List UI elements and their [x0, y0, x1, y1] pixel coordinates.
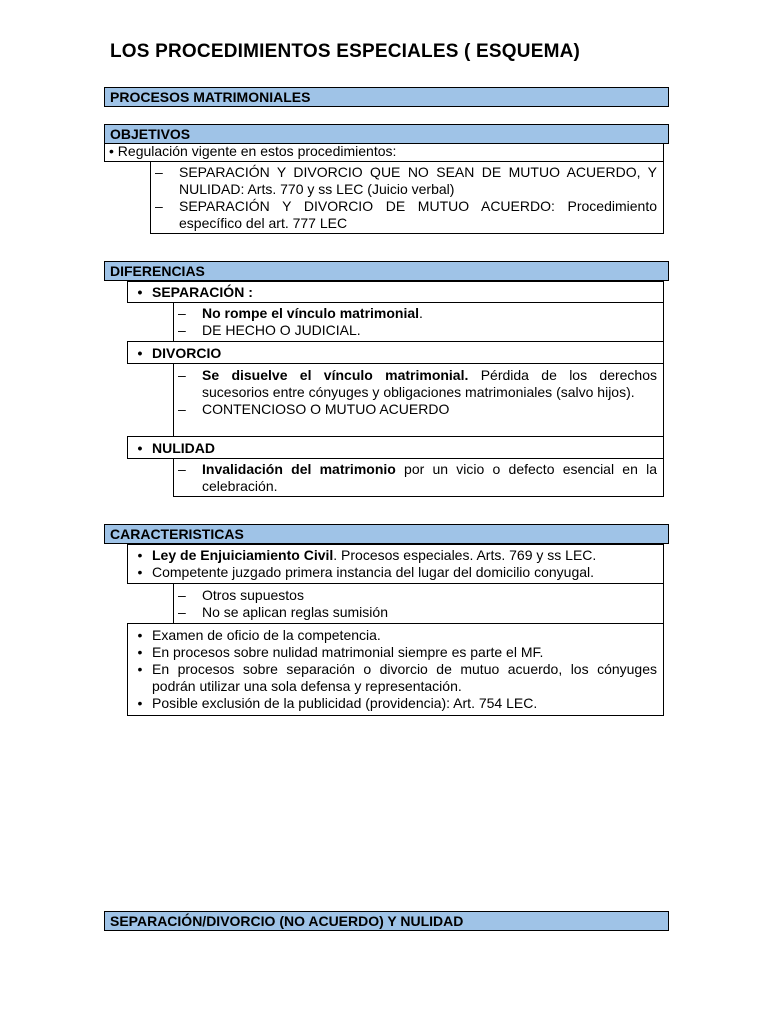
nulidad-details — [173, 458, 664, 497]
list-item — [128, 564, 663, 581]
divorcio-details — [173, 363, 664, 437]
divorcio-item-1-rest: Pérdida de los derechos sucesorios entre cónyuges y obligaciones matrimoniales (salvo hijos). — [202, 367, 658, 400]
divorcio-row — [127, 341, 664, 364]
bullet-marker: • — [137, 344, 143, 361]
objetivos-intro: • Regulación vigente en estos procedimientos: — [104, 143, 664, 162]
list-item — [128, 547, 663, 564]
caracteristicas-sub-2: No se aplican reglas sumisión — [202, 604, 388, 620]
separacion-row — [127, 281, 664, 303]
dash-marker: – — [178, 367, 186, 383]
divorcio-item-2: CONTENCIOSO O MUTUO ACUERDO — [202, 401, 450, 417]
caracteristicas-b6: Posible exclusión de la publicidad (providencia): Art. 754 LEC. — [152, 695, 538, 711]
caracteristicas-list-1 — [127, 544, 664, 584]
section-header-diferencias: DIFERENCIAS — [104, 261, 669, 281]
objetivos-list — [150, 161, 664, 234]
bullet-marker: • — [137, 695, 143, 711]
nulidad-row — [127, 436, 664, 459]
dash-marker: – — [155, 198, 163, 214]
list-item — [174, 367, 663, 401]
bullet-marker: • — [137, 644, 143, 660]
separacion-label: SEPARACIÓN : — [152, 283, 253, 300]
objetivos-item-2: SEPARACIÓN Y DIVORCIO DE MUTUO ACUERDO: Procedimiento específico del art. 777 LEC — [179, 198, 657, 231]
bullet-marker: • — [137, 439, 143, 456]
list-item — [128, 627, 663, 644]
list-item — [174, 305, 663, 322]
caracteristicas-sublist — [173, 583, 664, 624]
separacion-item-2: DE HECHO O JUDICIAL. — [202, 322, 361, 338]
dash-marker: – — [178, 305, 186, 321]
nulidad-label: NULIDAD — [152, 439, 215, 456]
bullet-marker: • — [137, 661, 143, 677]
caracteristicas-sub-1: Otros supuestos — [202, 587, 304, 603]
dash-marker: – — [178, 322, 186, 338]
caracteristicas-b2: Competente juzgado primera instancia del lugar del domicilio conyugal. — [152, 564, 595, 580]
divorcio-item-1-bold: Se disuelve el vínculo matrimonial. — [202, 367, 469, 383]
section-header-caracteristicas: CARACTERISTICAS — [104, 524, 669, 544]
caracteristicas-b3: Examen de oficio de la competencia. — [152, 627, 381, 643]
bullet-marker: • — [137, 547, 143, 563]
caracteristicas-b5: En procesos sobre separación o divorcio de mutuo acuerdo, los cónyuges podrán utilizar una sola defensa y representación. — [152, 661, 657, 694]
bullet-marker: • — [137, 627, 143, 643]
list-item — [128, 644, 663, 661]
section-header-procesos: PROCESOS MATRIMONIALES — [104, 87, 669, 107]
list-item — [128, 695, 663, 712]
list-item — [174, 322, 663, 339]
list-item — [174, 604, 663, 621]
dash-marker: – — [178, 587, 186, 603]
list-item — [128, 661, 663, 695]
list-item — [151, 198, 663, 232]
section-header-separacion-divorcio-nulidad: SEPARACIÓN/DIVORCIO (NO ACUERDO) Y NULIDAD — [104, 911, 669, 931]
page-title: LOS PROCEDIMIENTOS ESPECIALES ( ESQUEMA) — [110, 41, 581, 62]
caracteristicas-b1-rest: . Procesos especiales. Arts. 769 y ss LEC. — [333, 547, 597, 563]
separacion-item-1-bold: No rompe el vínculo matrimonial — [202, 305, 420, 321]
caracteristicas-b4: En procesos sobre nulidad matrimonial siempre es parte el MF. — [152, 644, 544, 660]
caracteristicas-list-2 — [127, 623, 664, 716]
list-item — [174, 461, 663, 495]
caracteristicas-b1-bold: Ley de Enjuiciamiento Civil — [152, 547, 334, 563]
separacion-item-1-rest: . — [419, 305, 423, 321]
section-header-objetivos: OBJETIVOS — [104, 124, 669, 144]
bullet-marker: • — [137, 283, 143, 300]
list-item — [174, 401, 663, 418]
dash-marker: – — [155, 164, 163, 180]
nulidad-item-1-rest: por un vicio o defecto esencial en la celebración. — [202, 461, 657, 494]
dash-marker: – — [178, 604, 186, 620]
list-item — [174, 587, 663, 604]
dash-marker: – — [178, 461, 186, 477]
dash-marker: – — [178, 401, 186, 417]
nulidad-item-1-bold: Invalidación del matrimonio — [202, 461, 396, 477]
list-item — [151, 164, 663, 198]
separacion-details — [173, 302, 664, 342]
bullet-marker: • — [137, 564, 143, 580]
divorcio-label: DIVORCIO — [152, 344, 222, 361]
objetivos-item-1: SEPARACIÓN Y DIVORCIO QUE NO SEAN DE MUTUO ACUERDO, Y NULIDAD: Arts. 770 y ss LEC (Juicio verbal) — [179, 164, 657, 197]
